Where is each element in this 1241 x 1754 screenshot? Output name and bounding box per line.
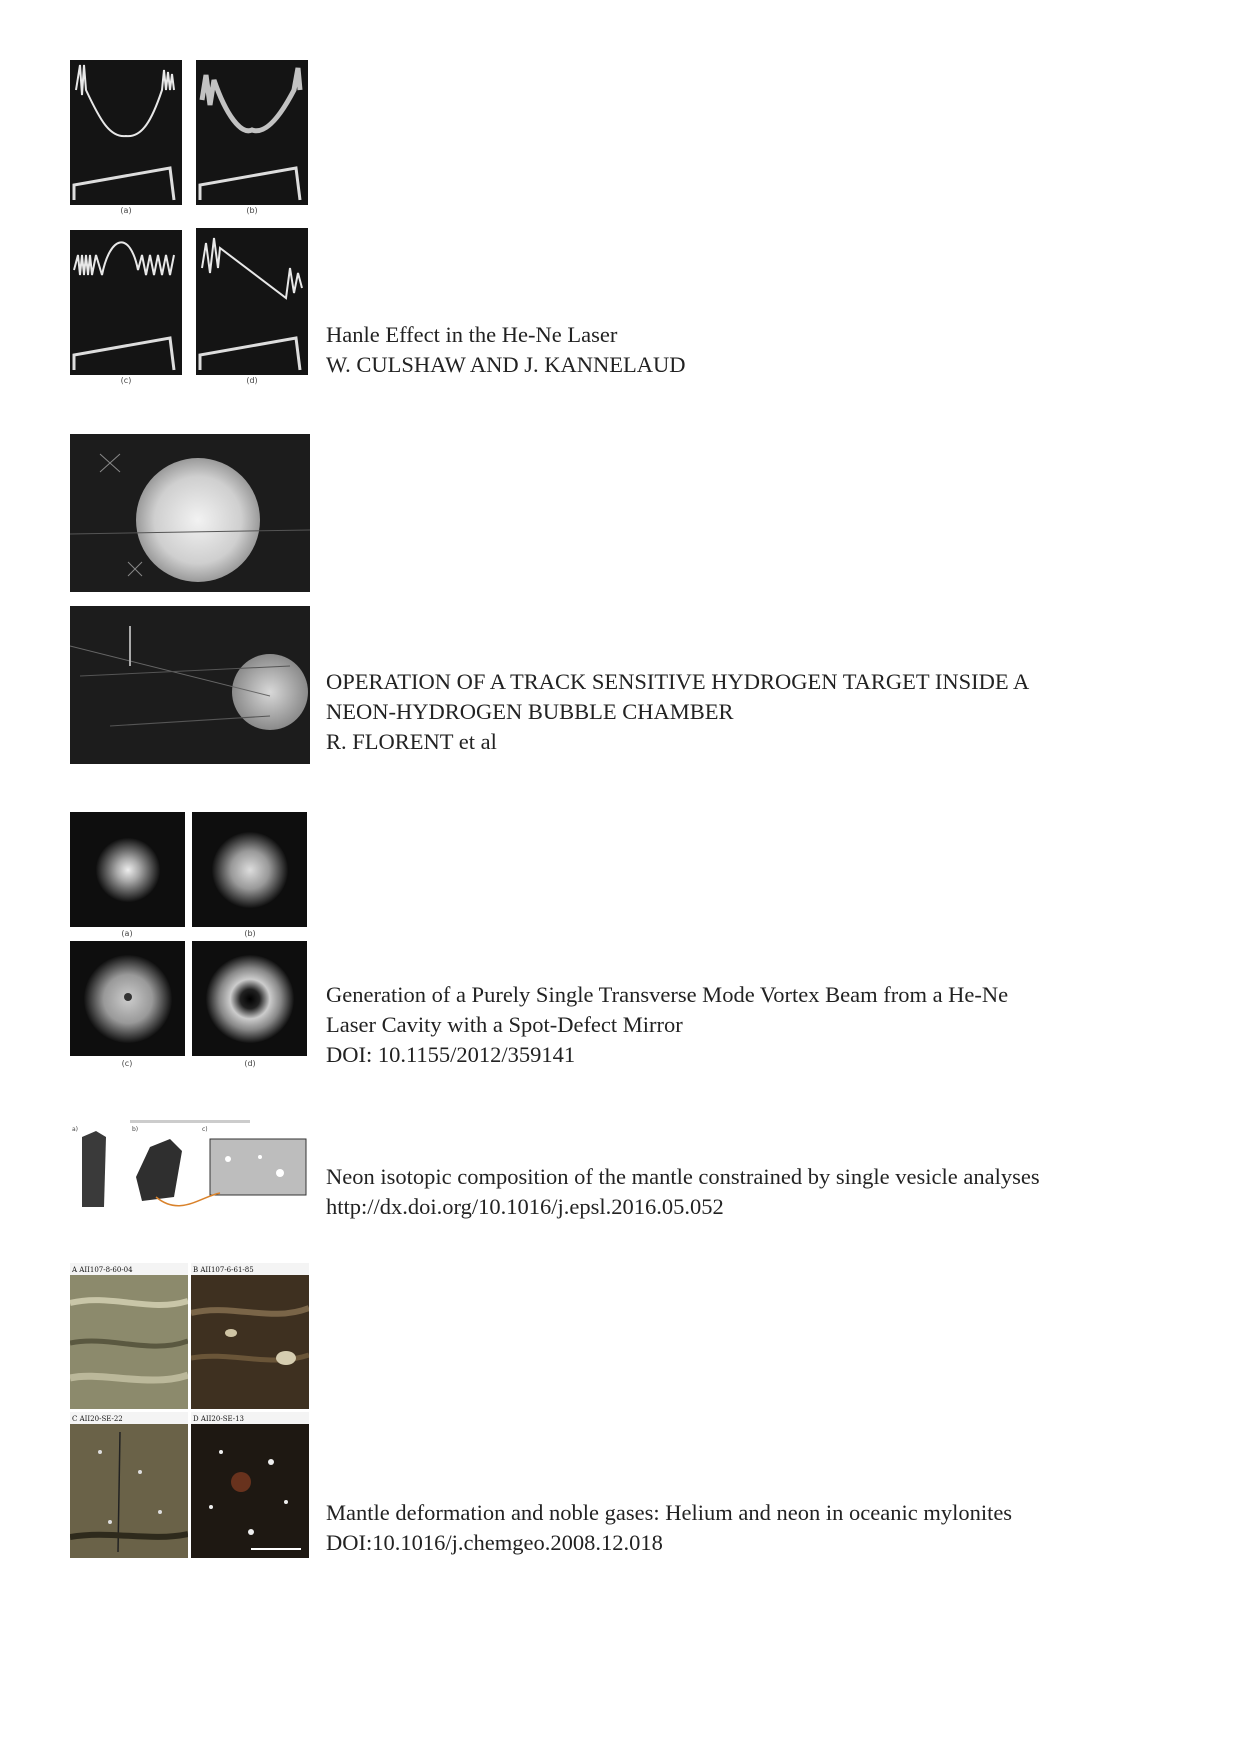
caption-doi: http://dx.doi.org/10.1016/j.epsl.2016.05.052 xyxy=(326,1194,724,1219)
caption-doi: DOI:10.1016/j.chemgeo.2008.12.018 xyxy=(326,1530,663,1555)
beam-profile-b xyxy=(192,812,307,927)
caption-hanle xyxy=(326,320,1206,380)
beam-profile-a xyxy=(70,812,185,927)
panel-label: a) xyxy=(72,1126,79,1133)
caption-title: Neon isotopic composition of the mantle constrained by single vesicle analyses xyxy=(326,1164,1040,1189)
caption-vesicle-analysis xyxy=(326,1162,1206,1222)
panel-label: b) xyxy=(132,1126,139,1133)
micrograph-b xyxy=(191,1263,309,1409)
caption-title-line-1: Generation of a Purely Single Transverse Mode Vortex Beam from a He-Ne xyxy=(326,982,1009,1007)
oscillogram-b xyxy=(196,60,308,205)
panel-label: c) xyxy=(202,1126,208,1133)
bubble-chamber-photo-2 xyxy=(70,606,310,764)
panel-label: (d) xyxy=(244,1059,256,1068)
panel-label: (a) xyxy=(121,929,133,938)
caption-title-line-2: NEON-HYDROGEN BUBBLE CHAMBER xyxy=(326,699,734,724)
panel-label: (b) xyxy=(246,206,258,215)
caption-title-line-1: OPERATION OF A TRACK SENSITIVE HYDROGEN TARGET INSIDE A xyxy=(326,669,1030,694)
oscillogram-d xyxy=(196,228,308,375)
panel-label: (b) xyxy=(244,929,256,938)
caption-authors: W. CULSHAW AND J. KANNELAUD xyxy=(326,352,686,377)
caption-title: Mantle deformation and noble gases: Helium and neon in oceanic mylonites xyxy=(326,1500,1013,1525)
micrograph-d xyxy=(191,1412,309,1558)
caption-authors: R. FLORENT et al xyxy=(326,729,497,754)
panel-label: (a) xyxy=(120,206,132,215)
micrograph-a xyxy=(70,1263,188,1409)
panel-label: A AII107-8-60-04 xyxy=(72,1266,133,1274)
bubble-chamber-photo-1 xyxy=(70,434,310,592)
caption-bubble-chamber xyxy=(326,667,1206,757)
panel-label: (c) xyxy=(120,376,132,385)
caption-vortex-beam xyxy=(326,980,1206,1070)
micrograph-c xyxy=(70,1412,188,1558)
panel-label: C AII20-SE-22 xyxy=(72,1415,123,1423)
beam-profile-d xyxy=(192,941,307,1056)
oscillogram-a xyxy=(70,60,182,205)
panel-label: (d) xyxy=(246,376,258,385)
oscillogram-c xyxy=(70,230,182,375)
panel-label: (c) xyxy=(121,1059,133,1068)
caption-mylonites xyxy=(326,1498,1206,1558)
caption-doi: DOI: 10.1155/2012/359141 xyxy=(326,1042,576,1067)
panel-label: B AII107-6-61-85 xyxy=(193,1266,254,1274)
caption-title-line-2: Laser Cavity with a Spot-Defect Mirror xyxy=(326,1012,683,1037)
panel-label: D AII20-SE-13 xyxy=(193,1415,245,1423)
caption-title: Hanle Effect in the He-Ne Laser xyxy=(326,322,618,347)
beam-profile-c xyxy=(70,941,185,1056)
figure-vesicle-analysis xyxy=(70,1117,310,1217)
